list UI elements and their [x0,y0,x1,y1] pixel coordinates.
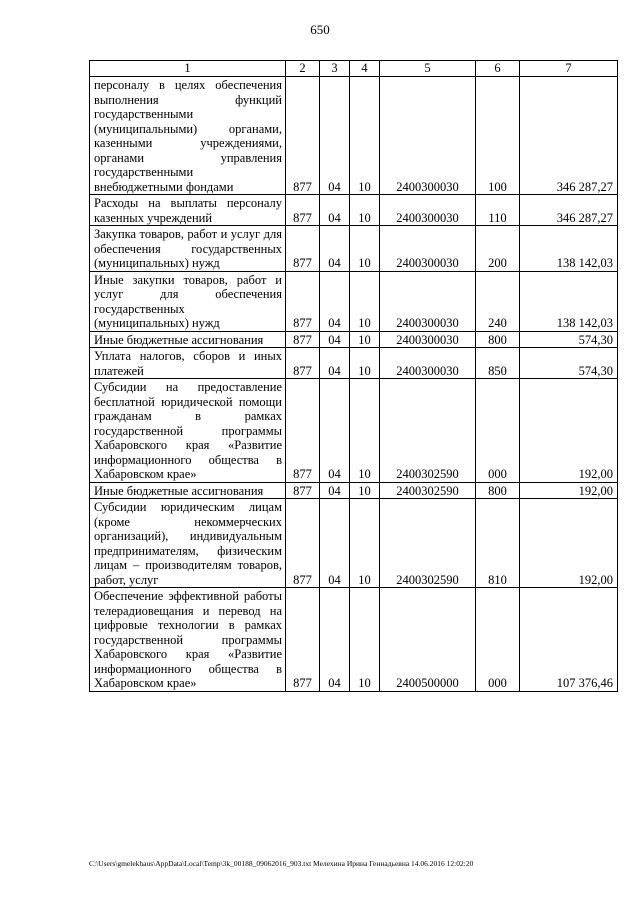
row-description: Иные бюджетные ассигнования [90,482,286,499]
table-row [90,331,618,348]
target-article-code: 2400302590 [380,482,476,499]
table-row [90,271,618,331]
section-code: 04 [320,588,350,692]
target-article-code: 2400300030 [380,226,476,272]
column-header: 1 [90,61,286,77]
ministry-code: 877 [286,226,320,272]
amount: 574,30 [520,348,618,379]
subsection-code: 10 [350,226,380,272]
expense-type-code: 850 [476,348,520,379]
table-row [90,499,618,588]
subsection-code: 10 [350,271,380,331]
row-description: Расходы на выплаты персоналу казенных учреждений [90,195,286,226]
target-article-code: 2400500000 [380,588,476,692]
amount: 138 142,03 [520,271,618,331]
row-description: Иные закупки товаров, работ и услуг для обеспечения государственных (муниципальных) нужд [90,271,286,331]
subsection-code: 10 [350,331,380,348]
ministry-code: 877 [286,348,320,379]
target-article-code: 2400300030 [380,348,476,379]
ministry-code: 877 [286,379,320,483]
column-header: 3 [320,61,350,77]
amount: 346 287,27 [520,195,618,226]
subsection-code: 10 [350,77,380,195]
expense-type-code: 000 [476,588,520,692]
expense-type-code: 200 [476,226,520,272]
subsection-code: 10 [350,499,380,588]
expense-type-code: 810 [476,499,520,588]
target-article-code: 2400302590 [380,499,476,588]
expense-type-code: 000 [476,379,520,483]
amount: 192,00 [520,379,618,483]
table-row [90,348,618,379]
table-row [90,226,618,272]
ministry-code: 877 [286,482,320,499]
row-description: Иные бюджетные ассигнования [90,331,286,348]
expense-type-code: 100 [476,77,520,195]
column-header: 5 [380,61,476,77]
target-article-code: 2400302590 [380,379,476,483]
table-row [90,588,618,692]
row-description: Субсидии юридическим лицам (кроме некоммерческих организаций), индивидуальным предпринимателям, физическим лицам – производителям товаров, работ, услуг [90,499,286,588]
amount: 138 142,03 [520,226,618,272]
amount: 107 376,46 [520,588,618,692]
file-path-footer: C:\Users\gmelekhaus\AppData\Local\Temp\3k_00188_09062016_903.txt Мелехина Ирина Геннадьевна 14.06.2016 12:02:20 [89,859,474,868]
section-code: 04 [320,226,350,272]
row-description: Закупка товаров, работ и услуг для обеспечения государственных (муниципальных) нужд [90,226,286,272]
section-code: 04 [320,379,350,483]
ministry-code: 877 [286,499,320,588]
subsection-code: 10 [350,379,380,483]
ministry-code: 877 [286,77,320,195]
expense-type-code: 800 [476,331,520,348]
column-header: 2 [286,61,320,77]
section-code: 04 [320,195,350,226]
column-header: 6 [476,61,520,77]
expense-type-code: 110 [476,195,520,226]
row-description: Уплата налогов, сборов и иных платежей [90,348,286,379]
row-description: Субсидии на предоставление бесплатной юридической помощи гражданам в рамках государственной программы Хабаровского края «Развитие информационного общества в Хабаровском крае» [90,379,286,483]
table-row [90,482,618,499]
target-article-code: 2400300030 [380,77,476,195]
section-code: 04 [320,271,350,331]
table-row [90,379,618,483]
subsection-code: 10 [350,195,380,226]
section-code: 04 [320,482,350,499]
table-row [90,195,618,226]
header-row [90,61,618,77]
target-article-code: 2400300030 [380,271,476,331]
section-code: 04 [320,499,350,588]
page-number: 650 [310,22,330,37]
ministry-code: 877 [286,331,320,348]
section-code: 04 [320,331,350,348]
ministry-code: 877 [286,195,320,226]
target-article-code: 2400300030 [380,195,476,226]
expense-type-code: 800 [476,482,520,499]
ministry-code: 877 [286,271,320,331]
column-header: 4 [350,61,380,77]
amount: 574,30 [520,331,618,348]
section-code: 04 [320,348,350,379]
row-description: персоналу в целях обеспечения выполнения функций государственными (муниципальными) органами, казенными учреждениями, органами управления государственными внебюджетными фондами [90,77,286,195]
target-article-code: 2400300030 [380,331,476,348]
amount: 192,00 [520,499,618,588]
section-code: 04 [320,77,350,195]
table-row [90,77,618,195]
expense-type-code: 240 [476,271,520,331]
budget-table [89,60,618,692]
subsection-code: 10 [350,348,380,379]
amount: 346 287,27 [520,77,618,195]
ministry-code: 877 [286,588,320,692]
subsection-code: 10 [350,482,380,499]
column-header: 7 [520,61,618,77]
row-description: Обеспечение эффективной работы телерадиовещания и перевод на цифровые технологии в рамках государственной программы Хабаровского края «Развитие информационного общества в Хабаровском крае» [90,588,286,692]
amount: 192,00 [520,482,618,499]
subsection-code: 10 [350,588,380,692]
